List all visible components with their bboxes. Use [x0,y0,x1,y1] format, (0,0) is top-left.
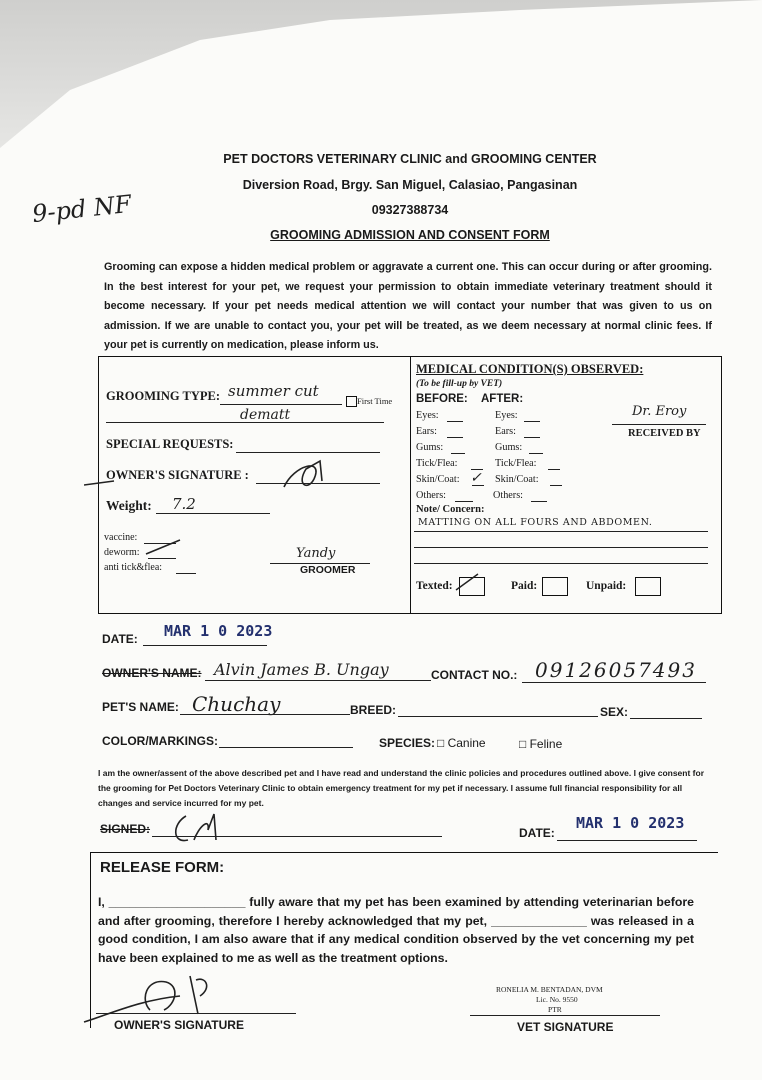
color-markings-label: COLOR/MARKINGS: [102,734,218,748]
after-others-line [531,501,547,502]
before-ears: Ears: [416,426,437,437]
before-gums-line [451,453,465,454]
breed-label: BREED: [350,703,397,717]
box-divider [410,357,411,613]
after-gums: Gums: [495,442,523,453]
breed-line [398,716,598,717]
before-ears-line [447,437,463,438]
owner-release-signature-label: OWNER'S SIGNATURE [114,1018,244,1032]
note-line-1 [414,531,708,532]
sex-label: SEX: [600,705,629,719]
note-line-3 [414,563,708,564]
release-paragraph: I, ____________________ fully aware that my pet has been examined by attending veterinarian before and after grooming, therefore I hereby acknowledged that my pet, ______________ was released in a good condition, I am also aware that if any medical condition observed by the vet concerning my pet have been explained to me as well as the treatment options. [98,895,694,965]
owner-name-value[interactable]: Alvin James B. Ungay [214,660,389,679]
pet-name-label: PET'S NAME: [102,700,179,714]
signed-date-line [557,840,697,841]
vet-signature-label: VET SIGNATURE [517,1020,614,1034]
after-tick-flea: Tick/Flea: [495,458,537,469]
before-others: Others: [416,490,446,501]
contact-value[interactable]: 09126057493 [535,658,697,682]
grooming-type-value-2[interactable]: dematt [240,407,291,423]
signed-date-stamp: MAR 1 0 2023 [576,814,685,832]
before-skin-coat: Skin/Coat: [416,474,460,485]
signed-date-label: DATE: [519,826,555,840]
vet-ptr: PTR [548,1005,562,1014]
signed-signature-scribble [168,810,228,846]
date-label: DATE: [102,632,138,646]
vet-signature-line [470,1015,660,1016]
note-line-2 [414,547,708,548]
species-label: SPECIES: [379,736,436,750]
before-label: BEFORE: [416,393,468,405]
after-gums-line [529,453,543,454]
groomer-label: GROOMER [300,564,356,576]
vet-name: RONELIA M. BENTADAN, DVM [496,985,603,994]
texted-label: Texted: [416,580,453,592]
signed-label: SIGNED: [100,822,151,836]
clinic-name: PET DOCTORS VETERINARY CLINIC and GROOMING CENTER [223,152,597,166]
paid-checkbox[interactable] [542,577,568,596]
after-others: Others: [493,490,523,501]
weight-value[interactable]: 7.2 [172,495,196,513]
anti-tick-label: anti tick&flea: [104,562,163,573]
after-eyes: Eyes: [495,410,518,421]
after-skin-line [550,485,562,486]
date-stamp: MAR 1 0 2023 [164,622,273,640]
sex-line [630,718,702,719]
after-label: AFTER: [481,393,524,405]
weight-line [156,513,270,514]
first-time-checkbox[interactable] [346,396,357,407]
clinic-address: Diversion Road, Brgy. San Miguel, Calasiao, Pangasinan [242,178,578,192]
after-eyes-line [524,421,540,422]
received-by-label: RECEIVED BY [628,428,701,439]
grooming-type-line [220,404,342,405]
owner-signature-label: OWNER'S SIGNATURE : [106,468,249,482]
pet-name-line [180,714,350,715]
color-markings-line [219,747,353,748]
received-by-line [612,424,706,425]
after-tick-line [548,469,560,470]
anti-tick-line [176,573,196,574]
medical-title: MEDICAL CONDITION(S) OBSERVED: [416,362,644,376]
weight-label: Weight: [106,498,152,513]
vet-license: Lic. No. 9550 [536,995,578,1004]
before-eyes: Eyes: [416,410,439,421]
consent-paragraph: I am the owner/assent of the above described pet and I have read and understand the clinic policies and procedures outlined above. I give consent for the grooming for Pet Doctors Veterinary Clinic to obtain emergency treatment for my pet if necessary. I assume full financial responsibility for all changes and service incurred for my pet. [98,768,705,808]
grooming-type-value[interactable]: summer cut [228,382,319,400]
grooming-type-line-2 [106,422,384,423]
species-canine-option[interactable]: □ Canine [437,736,486,750]
owner-signature-scribble [84,455,344,495]
deworm-check-mark [144,536,184,558]
release-title: RELEASE FORM: [100,859,225,876]
unpaid-checkbox[interactable] [635,577,661,596]
vaccine-label: vaccine: [104,532,138,543]
skin-coat-check: ✓ [470,470,482,486]
before-tick-flea: Tick/Flea: [416,458,458,469]
contact-label: CONTACT NO.: [431,668,518,682]
special-requests-line [236,452,380,453]
contact-line [522,682,706,683]
intro-paragraph: Grooming can expose a hidden medical problem or aggravate a current one. This can occur during or after grooming. In the best interest for your pet, we request your permission to obtain immediate veterinary treatment should it become necessary. If your pet needs medical attention we will contact your number that was given to us on admission. If we are unable to contact you, your pet will be treated, as we deem necessary at normal clinic fees. If your pet is currently on medication, please inform us. [104,261,712,351]
after-ears-line [524,437,540,438]
form-title: GROOMING ADMISSION AND CONSENT FORM [270,228,550,242]
special-requests-label: SPECIAL REQUESTS: [106,437,234,451]
unpaid-label: Unpaid: [586,580,627,592]
before-eyes-line [447,421,463,422]
after-skin-coat: Skin/Coat: [495,474,539,485]
received-by-name: Dr. Eroy [632,404,687,419]
margin-note: 9-pd NF [30,189,133,229]
note-value[interactable]: MATTING ON ALL FOURS AND ABDOMEN. [418,517,653,528]
owner-name-line [205,680,431,681]
medical-subtitle: (To be fill-up by VET) [416,379,503,389]
grooming-type-label: GROOMING TYPE: [106,389,221,403]
deworm-line [148,558,176,559]
clinic-phone: 09327388734 [371,203,449,217]
species-feline-option[interactable]: □ Feline [519,737,563,751]
before-others-line [455,501,473,502]
release-divider-top [90,852,718,853]
date-line [143,645,267,646]
owner-release-signature-line [96,1013,296,1014]
groomer-name: Yandy [296,546,336,561]
first-time-label: First Time [357,396,393,406]
after-ears: Ears: [495,426,516,437]
note-label: Note/ Concern: [416,504,485,515]
pet-name-value[interactable]: Chuchay [192,692,281,716]
deworm-label: deworm: [104,547,140,558]
paid-label: Paid: [511,580,538,592]
owner-name-label: OWNER'S NAME: [102,666,202,680]
before-gums: Gums: [416,442,444,453]
texted-check-mark [452,570,482,594]
